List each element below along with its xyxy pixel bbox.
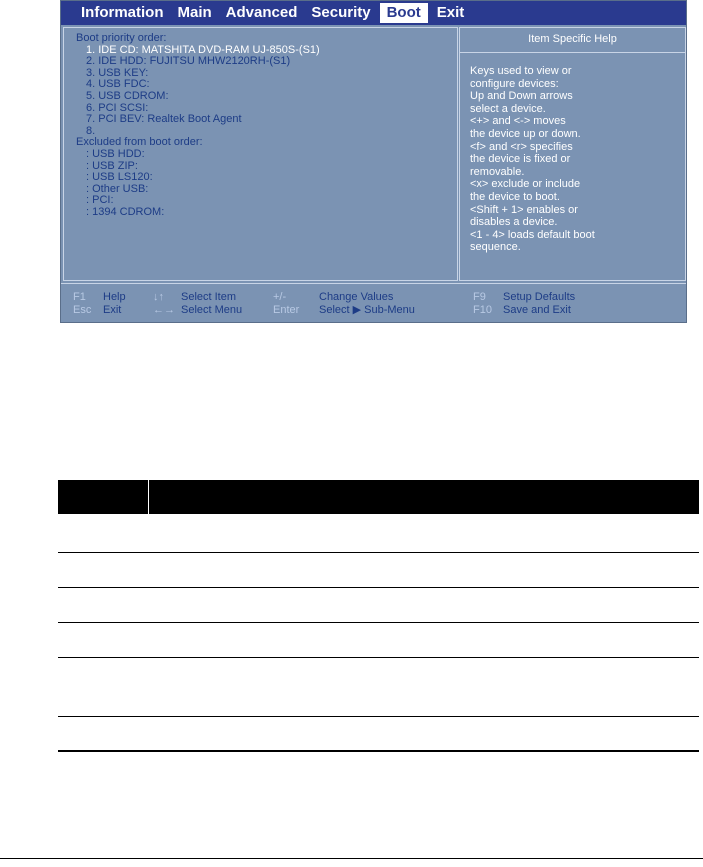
- table-bottom-rule: [58, 750, 699, 752]
- table-row-rule: [58, 716, 699, 717]
- enter-key: Enter: [273, 303, 300, 316]
- help-line: Keys used to view or: [470, 65, 572, 77]
- boot-item-8[interactable]: 8.: [86, 124, 96, 137]
- help-line: disables a device.: [470, 216, 558, 229]
- excluded-item-usb-zip[interactable]: : USB ZIP:: [86, 159, 138, 172]
- boot-item-5[interactable]: 5. USB CDROM:: [86, 89, 169, 102]
- esc-key: Esc: [73, 303, 92, 316]
- bios-menu-bar: [61, 1, 686, 25]
- help-line: <+> and <-> moves: [470, 115, 566, 128]
- boot-item-6[interactable]: 6. PCI SCSI:: [86, 101, 149, 114]
- table-header-divider: [148, 480, 149, 514]
- help-line: configure devices:: [470, 77, 559, 90]
- help-line: the device is fixed or: [470, 153, 571, 166]
- page-footer-rule: [0, 858, 703, 859]
- excluded-item-usb-ls120[interactable]: : USB LS120:: [86, 171, 153, 184]
- priority-heading: Boot priority order:: [76, 32, 167, 44]
- help-line: <1 - 4> loads default boot: [470, 228, 595, 241]
- boot-order-panel: [63, 27, 458, 281]
- legend-col-3: [273, 291, 415, 316]
- table-row-rule: [58, 622, 699, 623]
- excluded-item-other-usb[interactable]: : Other USB:: [86, 182, 149, 195]
- select-submenu-label: Select ▶ Sub-Menu: [319, 303, 415, 316]
- exit-key-label: Exit: [103, 303, 122, 316]
- boot-item-3[interactable]: 3. USB KEY:: [86, 66, 149, 79]
- up-down-arrows-icon: ↓↑: [153, 291, 164, 303]
- help-key-label: Help: [103, 291, 126, 303]
- help-panel: [459, 27, 686, 281]
- legend-col-4: [473, 291, 575, 316]
- excluded-item-pci[interactable]: : PCI:: [86, 194, 114, 207]
- help-line: removable.: [470, 165, 525, 178]
- legend-col-2: [153, 291, 242, 316]
- menu-advanced[interactable]: Advanced: [225, 4, 298, 21]
- boot-order-list: [76, 33, 320, 219]
- help-line: select a device.: [470, 102, 546, 115]
- change-values-label: Change Values: [319, 291, 394, 303]
- boot-item-2[interactable]: 2. IDE HDD: FUJITSU MHW2120RH-(S1): [86, 55, 291, 68]
- boot-item-1[interactable]: 1. IDE CD: MATSHITA DVD-RAM UJ-850S-(S1): [86, 43, 320, 56]
- table-row-rule: [58, 657, 699, 658]
- table-header: [58, 480, 699, 514]
- boot-item-7[interactable]: 7. PCI BEV: Realtek Boot Agent: [86, 113, 242, 126]
- menu-exit[interactable]: Exit: [436, 4, 465, 21]
- menu-main[interactable]: Main: [177, 4, 212, 21]
- menu-security[interactable]: Security: [311, 4, 371, 21]
- help-line: <Shift + 1> enables or: [470, 203, 578, 216]
- help-line: Up and Down arrows: [470, 90, 573, 103]
- boot-item-4[interactable]: 4. USB FDC:: [86, 78, 150, 91]
- legend-col-1: [73, 291, 126, 316]
- f10-key: F10: [473, 303, 492, 316]
- menu-information[interactable]: Information: [81, 4, 164, 21]
- table-row-rule: [58, 552, 699, 553]
- help-line: <f> and <r> specifies: [470, 140, 573, 153]
- help-title: Item Specific Help: [460, 28, 685, 53]
- excluded-item-1394-cdrom[interactable]: : 1394 CDROM:: [86, 205, 165, 218]
- setup-defaults-label: Setup Defaults: [503, 291, 576, 303]
- f9-key: F9: [473, 291, 486, 303]
- excluded-heading: Excluded from boot order:: [76, 136, 203, 149]
- help-line: the device to boot.: [470, 190, 560, 203]
- menu-boot[interactable]: Boot: [380, 3, 428, 23]
- left-right-arrows-icon: ←→: [153, 303, 175, 316]
- plus-minus-key: +/-: [273, 291, 287, 303]
- bios-boot-screen: [60, 0, 687, 323]
- table-row-rule: [58, 587, 699, 588]
- help-text: [470, 65, 679, 254]
- bios-content-frame: [61, 25, 687, 283]
- help-line: the device up or down.: [470, 127, 581, 140]
- excluded-item-usb-hdd[interactable]: : USB HDD:: [86, 147, 145, 160]
- select-menu-label: Select Menu: [181, 303, 243, 316]
- help-line: sequence.: [470, 241, 521, 254]
- save-exit-label: Save and Exit: [503, 303, 571, 316]
- select-item-label: Select Item: [181, 291, 237, 303]
- bios-key-legend: [61, 283, 687, 323]
- help-line: <x> exclude or include: [470, 178, 581, 191]
- f1-key: F1: [73, 291, 86, 303]
